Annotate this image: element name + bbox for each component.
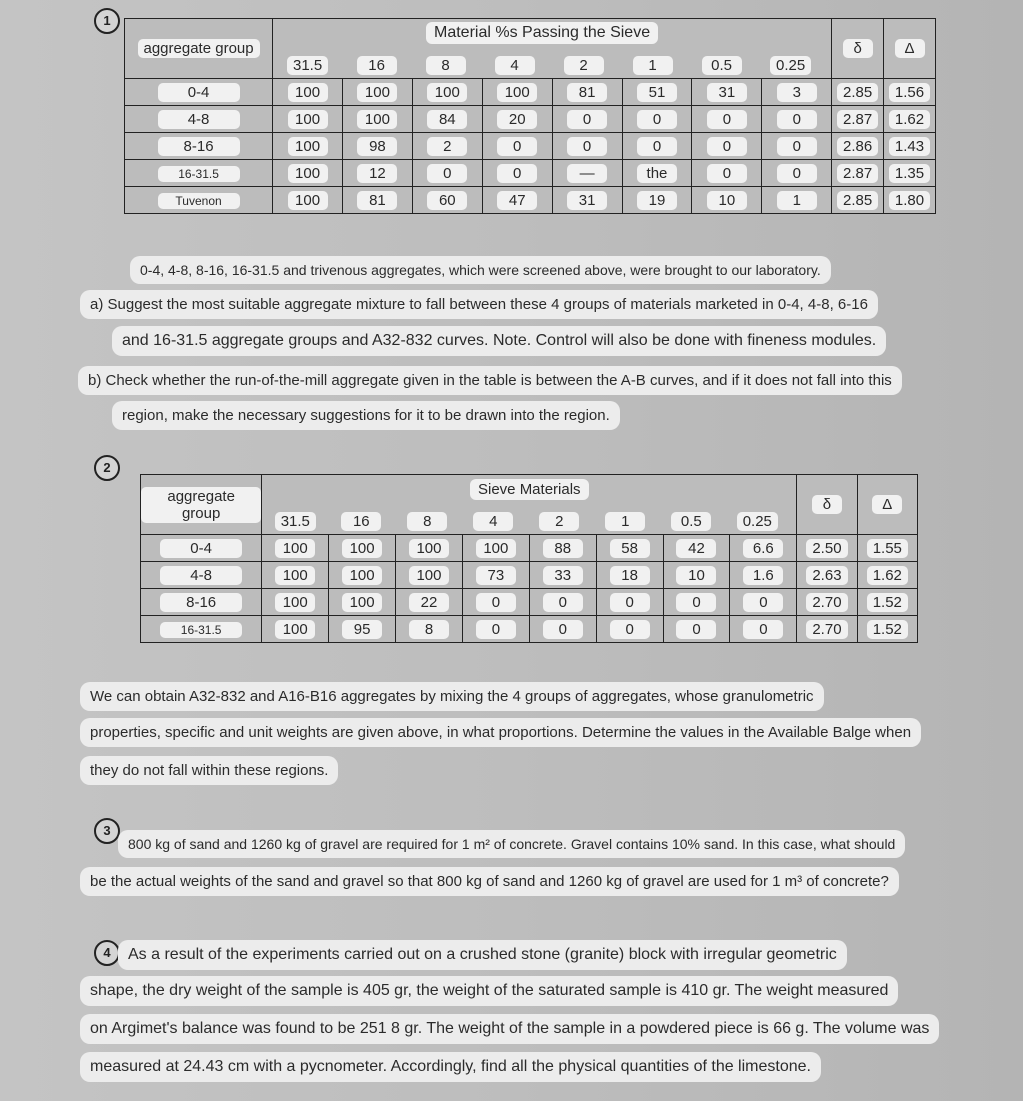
q2-value-cell xyxy=(663,589,730,616)
q1-value-cell xyxy=(412,133,482,160)
q1-value: 81 xyxy=(567,83,607,102)
q2-value: 0 xyxy=(676,620,716,639)
q1-value: 12 xyxy=(357,164,397,183)
q2-value: 100 xyxy=(342,593,382,612)
q1-sieve-size-1: 16 xyxy=(357,56,397,75)
q2-group-cell xyxy=(141,589,262,616)
q1-group-cell xyxy=(125,160,273,187)
q1-value-cell xyxy=(552,133,622,160)
q1-group-label: 4-8 xyxy=(158,110,240,129)
q1-group-cell xyxy=(125,187,273,214)
q1-delta-header: δ xyxy=(843,39,873,58)
q2-delta-cell xyxy=(797,589,857,616)
q2-value: 100 xyxy=(476,539,516,558)
q1-Delta-value: 1.62 xyxy=(889,110,930,129)
q2-text-line-2: properties, specific and unit weights are given above, in what proportions. Determine the values in the Available Balge when xyxy=(80,718,921,747)
q2-value-cell xyxy=(262,562,329,589)
q2-value: 100 xyxy=(275,620,315,639)
q2-value-cell xyxy=(596,616,663,643)
q1-value-cell xyxy=(622,160,692,187)
q1-text-line-5: region, make the necessary suggestions for it to be drawn into the region. xyxy=(112,401,620,430)
q2-value: 0 xyxy=(610,620,650,639)
q1-value-cell xyxy=(692,187,762,214)
q1-value-cell xyxy=(552,79,622,106)
q2-sieve-size-6: 0.5 xyxy=(671,512,711,531)
q1-delta-cell xyxy=(832,133,884,160)
q2-Delta-value: 1.52 xyxy=(867,620,908,639)
q1-value-cell xyxy=(342,160,412,187)
q2-group-label: 4-8 xyxy=(160,566,242,585)
q1-delta-value: 2.87 xyxy=(837,164,878,183)
q1-value-cell xyxy=(622,133,692,160)
q2-value: 100 xyxy=(409,566,449,585)
q2-Delta-value: 1.62 xyxy=(867,566,908,585)
q1-value-cell xyxy=(342,187,412,214)
q1-text-line-1: 0-4, 4-8, 8-16, 16-31.5 and trivenous aggregates, which were screened above, were brought to our laboratory. xyxy=(130,256,831,284)
q2-row-header: aggregate group xyxy=(141,487,261,523)
q2-sieve-size-row xyxy=(262,512,796,531)
q1-value-cell xyxy=(692,79,762,106)
q2-Delta-cell xyxy=(857,616,917,643)
q1-sieve-size-0: 31.5 xyxy=(287,56,328,75)
q1-value-cell xyxy=(273,160,343,187)
q1-value: 100 xyxy=(497,83,537,102)
table-row xyxy=(125,160,936,187)
q1-value: 60 xyxy=(427,191,467,210)
q2-value: 0 xyxy=(543,593,583,612)
q1-value-cell xyxy=(482,133,552,160)
q2-Delta-value: 1.55 xyxy=(867,539,908,558)
q1-value-cell xyxy=(273,133,343,160)
q2-value: 73 xyxy=(476,566,516,585)
q1-text-line-4: b) Check whether the run-of-the-mill aggregate given in the table is between the A-B curves, and if it does not fall into this xyxy=(78,366,902,395)
q2-value: 58 xyxy=(610,539,650,558)
q1-Delta-cell xyxy=(884,160,936,187)
q1-value: 2 xyxy=(427,137,467,156)
q1-value-cell xyxy=(692,160,762,187)
q2-value-cell xyxy=(262,616,329,643)
q1-group-cell xyxy=(125,79,273,106)
question-number-2: 2 xyxy=(94,455,120,481)
q1-sieve-size-3: 4 xyxy=(495,56,535,75)
q1-value: 20 xyxy=(497,110,537,129)
q1-value-cell xyxy=(273,187,343,214)
table-row xyxy=(141,535,918,562)
q2-value-cell xyxy=(462,562,529,589)
q1-Delta-header: Δ xyxy=(895,39,925,58)
q1-value: 100 xyxy=(288,83,328,102)
q2-sieve-size-1: 16 xyxy=(341,512,381,531)
q3-text-line-1: 800 kg of sand and 1260 kg of gravel are required for 1 m² of concrete. Gravel contains 10% sand. In this case, what should xyxy=(118,830,905,858)
q1-value-cell xyxy=(692,106,762,133)
q2-value: 0 xyxy=(743,620,783,639)
q1-group-cell xyxy=(125,106,273,133)
q1-value: the xyxy=(637,164,677,183)
q1-delta-header-cell xyxy=(832,19,884,79)
q1-value: 0 xyxy=(497,137,537,156)
q1-value: 100 xyxy=(288,110,328,129)
q2-value-cell xyxy=(596,589,663,616)
q1-group-label: 16-31.5 xyxy=(158,166,240,182)
q1-delta-value: 2.85 xyxy=(837,191,878,210)
q2-Delta-cell xyxy=(857,562,917,589)
q1-value: 100 xyxy=(357,83,397,102)
q1-value: 100 xyxy=(288,137,328,156)
q2-value-cell xyxy=(462,589,529,616)
q2-delta-value: 2.63 xyxy=(806,566,847,585)
q1-value: 81 xyxy=(357,191,397,210)
q2-value-cell xyxy=(329,616,396,643)
q2-value: 6.6 xyxy=(743,539,783,558)
q2-Delta-cell xyxy=(857,589,917,616)
q2-value-cell xyxy=(396,616,463,643)
q1-value-cell xyxy=(762,79,832,106)
q4-text-line-1: As a result of the experiments carried out on a crushed stone (granite) block with irregular geometric xyxy=(118,940,847,970)
q2-value-cell xyxy=(329,562,396,589)
q2-sieve-size-7: 0.25 xyxy=(737,512,778,531)
q1-sieve-size-6: 0.5 xyxy=(702,56,742,75)
q1-Delta-cell xyxy=(884,106,936,133)
table-row xyxy=(125,133,936,160)
q1-value: 0 xyxy=(777,137,817,156)
q1-value: 31 xyxy=(707,83,747,102)
q2-value-cell xyxy=(663,535,730,562)
q1-value: 0 xyxy=(707,110,747,129)
q2-value: 100 xyxy=(409,539,449,558)
q1-value-cell xyxy=(273,106,343,133)
q2-value: 95 xyxy=(342,620,382,639)
q2-value-cell xyxy=(663,562,730,589)
q2-value-cell xyxy=(329,589,396,616)
q1-Delta-header-cell xyxy=(884,19,936,79)
q1-group-label: Tuvenon xyxy=(158,193,240,209)
q2-value-cell xyxy=(329,535,396,562)
q2-value-cell xyxy=(396,562,463,589)
q2-value: 0 xyxy=(610,593,650,612)
q1-value: 0 xyxy=(777,110,817,129)
q1-Delta-cell xyxy=(884,187,936,214)
q2-value: 100 xyxy=(275,566,315,585)
question-number-4: 4 xyxy=(94,940,120,966)
q4-text-line-2: shape, the dry weight of the sample is 405 gr, the weight of the saturated sample is 410 gr. The weight measured xyxy=(80,976,898,1006)
q1-value-cell xyxy=(412,106,482,133)
q1-value: 3 xyxy=(777,83,817,102)
q2-value: 0 xyxy=(676,593,716,612)
q2-sieve-size-0: 31.5 xyxy=(275,512,316,531)
q1-value-cell xyxy=(342,106,412,133)
q1-value: 0 xyxy=(707,137,747,156)
q1-value: 100 xyxy=(288,191,328,210)
q2-value-cell xyxy=(529,589,596,616)
q1-value-cell xyxy=(762,160,832,187)
q2-value: 42 xyxy=(676,539,716,558)
q1-value: 0 xyxy=(567,110,607,129)
q1-Delta-value: 1.80 xyxy=(889,191,930,210)
q1-value-cell xyxy=(342,133,412,160)
q1-Delta-value: 1.43 xyxy=(889,137,930,156)
q2-value: 8 xyxy=(409,620,449,639)
q1-Delta-value: 1.35 xyxy=(889,164,930,183)
q2-value: 0 xyxy=(476,593,516,612)
q1-value-cell xyxy=(552,160,622,187)
q2-delta-cell xyxy=(797,562,857,589)
q2-group-cell xyxy=(141,562,262,589)
q2-group-label: 8-16 xyxy=(160,593,242,612)
q2-Delta-header-cell xyxy=(857,475,917,535)
q2-value: 100 xyxy=(275,539,315,558)
q2-value: 0 xyxy=(543,620,583,639)
q4-text-line-3: on Argimet's balance was found to be 251 8 gr. The weight of the sample in a powdered piece is 66 g. The volume was xyxy=(80,1014,939,1044)
q2-value: 18 xyxy=(610,566,650,585)
q1-text-line-3: and 16-31.5 aggregate groups and A32-832 curves. Note. Control will also be done with fineness modules. xyxy=(112,326,886,356)
q2-value-cell xyxy=(529,535,596,562)
q1-value: 0 xyxy=(637,110,677,129)
q1-table-title: Material %s Passing the Sieve xyxy=(426,22,658,44)
table-row xyxy=(125,79,936,106)
q1-value-cell xyxy=(762,133,832,160)
q1-value: 19 xyxy=(637,191,677,210)
q1-text-line-2: a) Suggest the most suitable aggregate mixture to fall between these 4 groups of materials marketed in 0-4, 4-8, 6-16 xyxy=(80,290,878,319)
q2-delta-value: 2.70 xyxy=(806,593,847,612)
q1-value: 98 xyxy=(357,137,397,156)
q1-value-cell xyxy=(412,160,482,187)
q1-value: 31 xyxy=(567,191,607,210)
q1-value-cell xyxy=(482,187,552,214)
q2-value-cell xyxy=(596,562,663,589)
q2-value-cell xyxy=(730,535,797,562)
table-row xyxy=(141,589,918,616)
q2-Delta-value: 1.52 xyxy=(867,593,908,612)
table-row xyxy=(141,562,918,589)
q4-text-line-4: measured at 24.43 cm with a pycnometer. Accordingly, find all the physical quantities of the limestone. xyxy=(80,1052,821,1082)
q1-value: 1 xyxy=(777,191,817,210)
question-number-3: 3 xyxy=(94,818,120,844)
q1-delta-cell xyxy=(832,187,884,214)
q1-value-cell xyxy=(342,79,412,106)
q2-value-cell xyxy=(596,535,663,562)
q2-value-cell xyxy=(462,535,529,562)
q2-value-cell xyxy=(730,589,797,616)
q1-value-cell xyxy=(482,79,552,106)
q1-sieve-size-5: 1 xyxy=(633,56,673,75)
q1-value: 100 xyxy=(357,110,397,129)
q1-group-label: 8-16 xyxy=(158,137,240,156)
q2-value-cell xyxy=(529,562,596,589)
q1-value: — xyxy=(567,164,607,183)
q2-value-cell xyxy=(462,616,529,643)
table-row xyxy=(141,616,918,643)
q1-delta-value: 2.87 xyxy=(837,110,878,129)
q1-delta-value: 2.86 xyxy=(837,137,878,156)
q2-table-title: Sieve Materials xyxy=(470,479,589,500)
q1-sieve-size-2: 8 xyxy=(426,56,466,75)
q2-value: 33 xyxy=(543,566,583,585)
q2-value-cell xyxy=(262,589,329,616)
q2-delta-header: δ xyxy=(812,495,842,514)
q1-value-cell xyxy=(482,160,552,187)
q1-sieve-size-7: 0.25 xyxy=(770,56,811,75)
q1-value-cell xyxy=(622,187,692,214)
q2-group-cell xyxy=(141,616,262,643)
q1-value: 0 xyxy=(777,164,817,183)
q2-value: 100 xyxy=(342,539,382,558)
q1-Delta-value: 1.56 xyxy=(889,83,930,102)
q1-delta-value: 2.85 xyxy=(837,83,878,102)
q2-sieve-size-5: 1 xyxy=(605,512,645,531)
q2-value: 100 xyxy=(275,593,315,612)
q2-value-cell xyxy=(730,616,797,643)
q2-value: 88 xyxy=(543,539,583,558)
q2-delta-value: 2.70 xyxy=(806,620,847,639)
q2-row-header-cell xyxy=(141,475,262,535)
q2-value-cell xyxy=(262,535,329,562)
q2-value-cell xyxy=(396,535,463,562)
q1-value: 0 xyxy=(497,164,537,183)
q2-value: 0 xyxy=(743,593,783,612)
q1-value: 0 xyxy=(567,137,607,156)
q1-Delta-cell xyxy=(884,79,936,106)
q2-value-cell xyxy=(663,616,730,643)
q1-value-cell xyxy=(622,79,692,106)
q2-value-cell xyxy=(730,562,797,589)
table-row xyxy=(125,106,936,133)
q1-row-header-cell xyxy=(125,19,273,79)
q2-delta-value: 2.50 xyxy=(806,539,847,558)
q2-text-line-1: We can obtain A32-832 and A16-B16 aggregates by mixing the 4 groups of aggregates, whose granulometric xyxy=(80,682,824,711)
q1-value-cell xyxy=(273,79,343,106)
q1-group-label: 0-4 xyxy=(158,83,240,102)
q1-Delta-cell xyxy=(884,133,936,160)
q1-value-cell xyxy=(552,187,622,214)
q1-value-cell xyxy=(762,187,832,214)
q2-Delta-cell xyxy=(857,535,917,562)
q2-Delta-header: Δ xyxy=(872,495,902,514)
q2-text-line-3: they do not fall within these regions. xyxy=(80,756,338,785)
q2-group-cell xyxy=(141,535,262,562)
q2-delta-cell xyxy=(797,535,857,562)
q2-delta-cell xyxy=(797,616,857,643)
q2-sieve-size-4: 2 xyxy=(539,512,579,531)
question-number-1: 1 xyxy=(94,8,120,34)
q1-value-cell xyxy=(412,79,482,106)
q1-value-cell xyxy=(412,187,482,214)
q1-delta-cell xyxy=(832,160,884,187)
q1-delta-cell xyxy=(832,106,884,133)
q1-value-cell xyxy=(482,106,552,133)
q1-group-cell xyxy=(125,133,273,160)
q1-row-header: aggregate group xyxy=(138,39,260,58)
q1-value: 0 xyxy=(707,164,747,183)
q1-value: 100 xyxy=(427,83,467,102)
q2-sieve-size-2: 8 xyxy=(407,512,447,531)
q1-value-cell xyxy=(552,106,622,133)
q2-sieve-size-3: 4 xyxy=(473,512,513,531)
q1-value-cell xyxy=(622,106,692,133)
q1-value: 10 xyxy=(707,191,747,210)
q2-value-cell xyxy=(396,589,463,616)
q1-sieve-table xyxy=(124,18,936,214)
q1-value-cell xyxy=(762,106,832,133)
q2-value: 0 xyxy=(476,620,516,639)
q2-value: 22 xyxy=(409,593,449,612)
q1-sieve-size-4: 2 xyxy=(564,56,604,75)
q1-sieve-size-row xyxy=(273,56,831,75)
q3-text-line-2: be the actual weights of the sand and gravel so that 800 kg of sand and 1260 kg of gravel are used for 1 m³ of concrete? xyxy=(80,867,899,896)
q2-value: 10 xyxy=(676,566,716,585)
q2-value-cell xyxy=(529,616,596,643)
q1-value-cell xyxy=(692,133,762,160)
q1-value: 47 xyxy=(497,191,537,210)
q2-group-label: 0-4 xyxy=(160,539,242,558)
q2-value: 1.6 xyxy=(743,566,783,585)
q1-value: 51 xyxy=(637,83,677,102)
q1-value: 0 xyxy=(637,137,677,156)
q1-delta-cell xyxy=(832,79,884,106)
q2-value: 100 xyxy=(342,566,382,585)
table-row xyxy=(125,187,936,214)
q1-value: 84 xyxy=(427,110,467,129)
q2-group-label: 16-31.5 xyxy=(160,622,242,638)
q1-value: 100 xyxy=(288,164,328,183)
q1-value: 0 xyxy=(427,164,467,183)
q2-delta-header-cell xyxy=(797,475,857,535)
